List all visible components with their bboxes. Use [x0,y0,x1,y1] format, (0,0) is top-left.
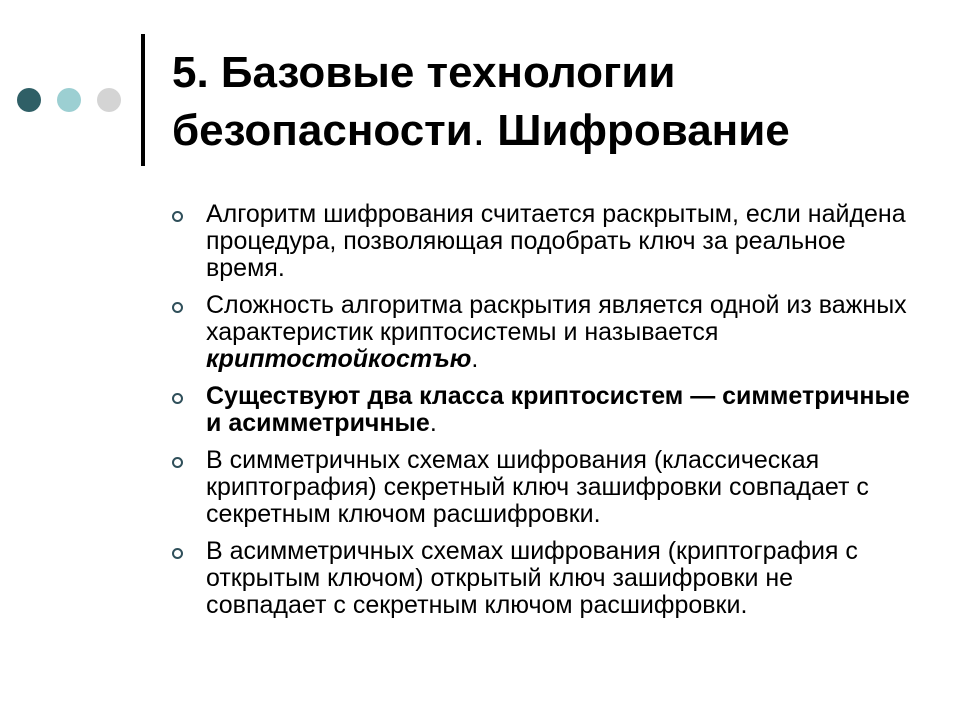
bullet-text: Сложность алгоритма раскрытия является одной из важных характеристик криптосистемы и называется [206,291,907,346]
bullet-text-end: . [471,345,479,373]
slide-title [172,44,932,160]
title-divider [141,34,145,166]
mid-dot-icon [57,88,81,112]
light-dot-icon [97,88,121,112]
ring-bullet-icon [172,211,183,222]
bullet-item [172,201,912,282]
ring-bullet-icon [172,548,183,559]
bullet-list [172,201,912,629]
bullet-text: В асимметричных схемах шифрования (криптография с открытым ключом) открытый ключ зашифровки не совпадает с секретным ключом расшифровки. [206,537,858,619]
bullet-item [172,292,912,373]
title-period: . [472,106,485,155]
dark-dot-icon [17,88,41,112]
bullet-bold-text: Существуют два класса криптосистем — симметричные и асимметричные [206,382,910,437]
bullet-item [172,447,912,528]
title-main: 5. Базовые технологии безопасности [172,48,676,155]
ring-bullet-icon [172,457,183,468]
decorative-dots [17,88,127,114]
title-tail: Шифрование [485,106,790,155]
bullet-text-end: . [429,409,437,437]
ring-bullet-icon [172,393,183,404]
bullet-text: Алгоритм шифрования считается раскрытым, если найдена процедура, позволяющая подобрать ключ за реальное время. [206,200,906,282]
bullet-term: криптостойкостъю [206,345,472,373]
bullet-item [172,383,912,437]
bullet-text: В симметричных схемах шифрования (классическая криптография) секретный ключ зашифровки совпадает с секретным ключом расшифровки. [206,446,869,528]
ring-bullet-icon [172,302,183,313]
bullet-item [172,538,912,619]
